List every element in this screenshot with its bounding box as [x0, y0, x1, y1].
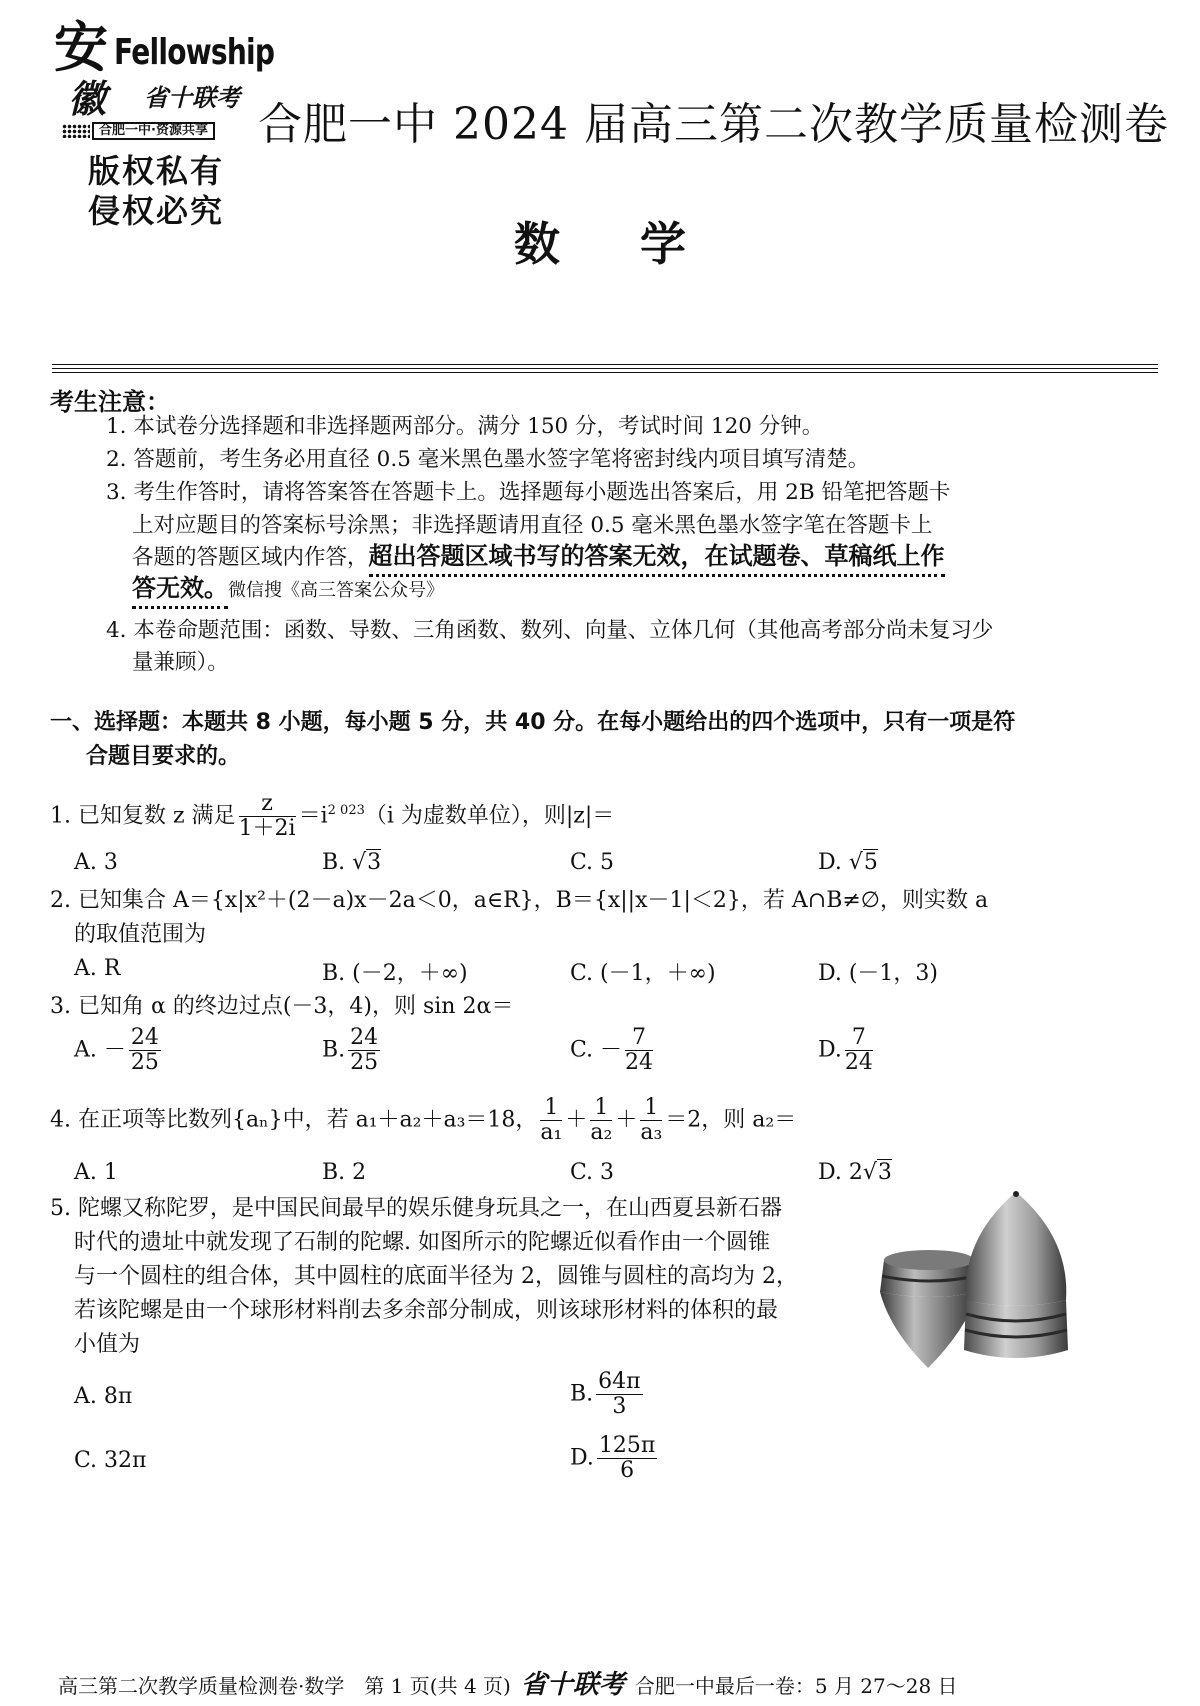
q3-option-a — [74, 1026, 164, 1075]
q1-option-c: C. 5 — [570, 850, 615, 875]
q2-option-d: D. (－1，3) — [818, 961, 939, 986]
q1-option-b — [322, 850, 381, 875]
q1-b-prefix: B. √ — [322, 850, 367, 875]
subject-title: 数学 — [514, 217, 766, 271]
divider-mid — [52, 368, 1158, 369]
q1-d-prefix: D. √ — [818, 850, 863, 875]
divider-top — [52, 364, 1158, 365]
q5-option-c: C. 32π — [74, 1448, 147, 1473]
question-3: 3. 已知角 α 的终边过点(－3，4)，则 sin 2α＝ — [50, 994, 514, 1019]
q3-d-prefix: D. — [818, 1037, 842, 1063]
q3-a-prefix: A. － — [74, 1037, 126, 1063]
notice-item-3-line-4 — [132, 572, 444, 607]
q5-d-prefix: D. — [570, 1445, 594, 1471]
q5-b-prefix: B. — [570, 1381, 594, 1407]
notice-warning-end: 答无效。 — [132, 574, 228, 609]
q3-c-prefix: C. － — [570, 1037, 623, 1063]
question-5-line-4: 若该陀螺是由一个球形材料削去多余部分制成，则该球形材料的体积的最 — [74, 1298, 779, 1323]
q1-eq: ＝i — [298, 803, 328, 829]
q4-d-radicand: 3 — [877, 1160, 892, 1185]
q4-option-a: A. 1 — [74, 1160, 118, 1185]
q1-option-d — [818, 850, 878, 875]
q5-b-num: 64π — [598, 1369, 641, 1394]
q3-a-fraction — [129, 1026, 161, 1075]
section-1-heading-cont: 合题目要求的。 — [86, 744, 241, 769]
q3-a-num: 24 — [130, 1025, 159, 1050]
q4-frac-2-den: a₂ — [590, 1120, 613, 1145]
logo-english: Fellowship — [114, 32, 275, 73]
q1-stem: 1. 已知复数 z 满足 — [50, 803, 236, 829]
footer-brand: 省十联考 — [520, 1670, 625, 1700]
notice-item-2: 2. 答题前，考生务必用直径 0.5 毫米黑色墨水签字笔将密封线内项目填写清楚。 — [106, 447, 870, 472]
left-spinning-top — [880, 1250, 978, 1368]
fellowship-logo — [52, 15, 275, 230]
page-footer — [58, 1664, 958, 1701]
q1-exponent: 2 023 — [327, 803, 365, 819]
logo-brand: 省十联考 — [144, 83, 240, 112]
q3-b-prefix: B. — [322, 1037, 346, 1063]
spinning-top-photo — [866, 1190, 1156, 1372]
question-5-line-3: 与一个圆柱的组合体，其中圆柱的底面半径为 2，圆锥与圆柱的高均为 2， — [74, 1264, 798, 1289]
section-1-heading: 一、选择题：本题共 8 小题，每小题 5 分，共 40 分。在每小题给出的四个选项中，只有一项是符 — [50, 710, 1016, 735]
q5-option-b — [570, 1370, 646, 1419]
q3-option-b — [322, 1026, 383, 1075]
footer-right: 合肥一中最后一卷：5 月 27～28 日 — [634, 1674, 958, 1698]
q1-d-radicand: 5 — [863, 850, 878, 875]
notice-item-3-line-1: 3. 考生作答时，请将答案答在答题卡上。选择题每小题选出答案后，用 2B 铅笔把答题卡 — [106, 480, 951, 505]
q3-option-d — [818, 1026, 876, 1075]
q3-c-den: 24 — [625, 1050, 654, 1075]
q3-d-num: 7 — [845, 1026, 873, 1051]
question-5-line-1: 5. 陀螺又称陀罗，是中国民间最早的娱乐健身玩具之一，在山西夏县新石器 — [50, 1196, 782, 1221]
q4-option-c: C. 3 — [570, 1160, 615, 1185]
q5-b-den: 3 — [612, 1394, 627, 1419]
question-2-line-1: 2. 已知集合 A＝{x|x²＋(2－a)x－2a＜0，a∈R}，B＝{x||x－1|＜2}，若 A∩B≠∅，则实数 a — [50, 888, 989, 913]
logo-dots-icon — [62, 124, 90, 138]
q3-d-den: 24 — [844, 1050, 873, 1075]
notice-item-3-line-3-plain: 各题的答题区域内作答， — [132, 545, 369, 570]
divider-bottom — [52, 372, 1158, 373]
question-2-line-2: 的取值范围为 — [74, 922, 207, 947]
footer-left: 高三第二次教学质量检测卷·数学 第 1 页(共 4 页) — [58, 1674, 511, 1698]
q3-a-den: 25 — [130, 1050, 159, 1075]
q2-option-b: B. (－2，＋∞) — [322, 961, 468, 986]
q3-b-num: 24 — [350, 1025, 379, 1050]
q4-d-prefix: D. 2√ — [818, 1160, 877, 1185]
q4-frac-1 — [540, 1096, 562, 1145]
copyright-line-2: 侵权必究 — [88, 192, 225, 230]
notice-item-4-line-1: 4. 本卷命题范围：函数、导数、三角函数、数列、向量、立体几何（其他高考部分尚未复习少 — [106, 618, 994, 643]
q4-frac-2 — [590, 1096, 612, 1145]
notice-item-4-line-2: 量兼顾）。 — [132, 650, 229, 675]
q3-c-num: 7 — [625, 1026, 653, 1051]
q2-option-c: C. (－1，＋∞) — [570, 961, 716, 986]
notice-warning-text: 超出答题区域书写的答案无效，在试题卷、草稿纸上作 — [369, 542, 945, 577]
notice-wechat-text: 微信搜《高三答案公众号》 — [228, 580, 444, 601]
q1-denominator: 1＋2i — [238, 816, 296, 841]
question-5-line-2: 时代的遗址中就发现了石制的陀螺. 如图所示的陀螺近似看作由一个圆锥 — [74, 1230, 770, 1255]
q5-option-a: A. 8π — [74, 1384, 133, 1409]
q3-c-fraction — [625, 1026, 653, 1075]
logo-char-hui: 徽 — [68, 76, 107, 121]
q4-frac-2-num: 1 — [590, 1096, 612, 1121]
logo-tagline: 合肥一中·资源共享 — [92, 122, 215, 140]
notice-item-3-line-2: 上对应题目的答案标号涂黑；非选择题请用直径 0.5 毫米黑色墨水签字笔在答题卡上 — [132, 513, 933, 538]
q4-frac-1-num: 1 — [540, 1096, 562, 1121]
q5-d-fraction — [597, 1434, 657, 1483]
notice-item-1: 1. 本试卷分选择题和非选择题两部分。满分 150 分，考试时间 120 分钟。 — [106, 414, 824, 439]
exam-title: 合肥一中 2024 届高三第二次教学质量检测卷 — [258, 99, 1169, 150]
q1-tail: （i 为虚数单位），则|z|＝ — [364, 803, 615, 829]
q4-tail: ＝2，则 a₂＝ — [665, 1107, 797, 1133]
q1-numerator: z — [239, 792, 296, 817]
q4-frac-3-num: 1 — [640, 1096, 662, 1121]
logo-char-an: 安 — [54, 15, 108, 79]
q4-stem: 4. 在正项等比数列{aₙ}中，若 a₁＋a₂＋a₃＝18， — [50, 1107, 538, 1133]
q5-option-d — [570, 1434, 660, 1483]
copyright-line-1: 版权私有 — [88, 152, 225, 190]
right-spinning-top — [964, 1191, 1068, 1358]
notice-heading: 考生注意： — [50, 388, 170, 416]
q4-frac-1-den: a₁ — [540, 1120, 563, 1145]
q2-option-a: A. R — [74, 956, 121, 981]
q4-plus-1: ＋ — [565, 1107, 588, 1133]
notice-item-3-line-3 — [132, 540, 945, 574]
q4-plus-2: ＋ — [615, 1107, 638, 1133]
q4-option-d — [818, 1160, 892, 1185]
q3-b-fraction — [348, 1026, 380, 1075]
q3-option-c — [570, 1026, 656, 1075]
question-5-line-5: 小值为 — [74, 1332, 141, 1357]
q3-b-den: 25 — [350, 1050, 379, 1075]
q1-option-a: A. 3 — [74, 850, 118, 875]
q1-b-radicand: 3 — [367, 850, 382, 875]
question-4 — [50, 1096, 796, 1145]
question-1 — [50, 792, 614, 841]
q4-frac-3 — [640, 1096, 662, 1145]
q4-option-b: B. 2 — [322, 1160, 367, 1185]
q5-d-den: 6 — [620, 1458, 635, 1483]
q1-fraction — [239, 792, 296, 841]
q4-frac-3-den: a₃ — [640, 1120, 663, 1145]
q5-b-fraction — [596, 1370, 642, 1419]
q3-d-fraction — [845, 1026, 873, 1075]
q5-d-num: 125π — [598, 1433, 656, 1458]
